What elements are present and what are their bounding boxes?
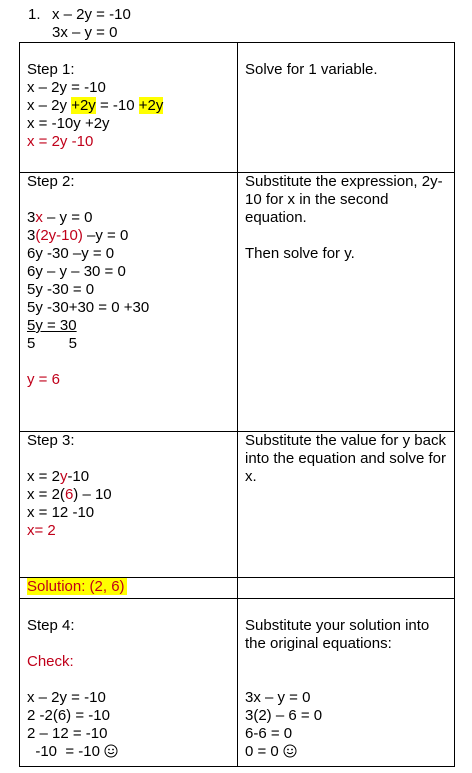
- step2-line1: [27, 209, 231, 227]
- step4-work: [20, 599, 238, 767]
- step2-line6: 5y -30+30 = 0 +30: [27, 299, 150, 316]
- step1-line2: [27, 97, 231, 115]
- step1-work: [20, 43, 238, 173]
- step3-title: Step 3:: [27, 432, 75, 449]
- problem-eq1: [28, 6, 131, 24]
- solution-cell: [20, 578, 238, 599]
- step2-title: Step 2:: [27, 173, 75, 190]
- step3-work: [20, 432, 238, 578]
- smiley-face-icon: [104, 744, 118, 758]
- step1-title: Step 1:: [27, 61, 75, 78]
- step4-right1: 3x – y = 0: [245, 689, 311, 706]
- solution-label: Solution: (2, 6): [27, 578, 125, 595]
- step2-l2-part: –y = 0: [82, 227, 129, 244]
- step4-title: Step 4:: [27, 617, 75, 634]
- solution-table: [19, 42, 455, 767]
- step3-l2-part: ) – 10: [73, 486, 112, 503]
- problem-number: 1.: [28, 6, 41, 23]
- problem-header: [28, 6, 131, 42]
- equation-1: x – 2y = -10: [52, 6, 131, 23]
- step4-row: [20, 599, 455, 767]
- step3-line3: x = 12 -10: [27, 504, 95, 521]
- step2-result: y = 6: [27, 371, 60, 388]
- step4-left3: 2 – 12 = -10: [27, 725, 108, 742]
- step3-line2: [27, 486, 231, 504]
- step1-line3: x = -10y +2y: [27, 115, 110, 132]
- step1-note-cell: [238, 43, 455, 173]
- step1-note: Solve for 1 variable.: [245, 61, 378, 78]
- step2-fraction-bottom: 5 5: [27, 335, 78, 352]
- step2-note2: Then solve for y.: [245, 245, 355, 262]
- step2-line5: 5y -30 = 0: [27, 281, 95, 298]
- step1-line1: x – 2y = -10: [27, 79, 106, 96]
- step2-work: [20, 173, 238, 432]
- step2-l2-expr: (2y-10): [35, 227, 83, 244]
- step2-line2: [27, 227, 231, 245]
- step4-left4: [27, 743, 231, 761]
- step3-note: Substitute the value for y back into the equation and solve for x.: [245, 432, 446, 485]
- step1-line2-part: x – 2y: [27, 97, 72, 114]
- step3-l2-part: x = 2(: [27, 486, 65, 503]
- step3-row: [20, 432, 455, 578]
- step2-l1-var: x: [35, 209, 43, 226]
- step1-row: [20, 43, 455, 173]
- step4-left2: 2 -2(6) = -10: [27, 707, 110, 724]
- step1-highlight-left: +2y: [71, 97, 96, 114]
- step3-l1-part: -10: [67, 468, 90, 485]
- step4-check: Check:: [27, 653, 74, 670]
- step3-result: x= 2: [27, 522, 56, 539]
- step2-fraction-top: 5y = 30: [27, 317, 77, 334]
- step3-note-cell: [238, 432, 455, 578]
- step4-right3: 6-6 = 0: [245, 725, 293, 742]
- step2-l1-part: 3: [27, 209, 36, 226]
- step1-result: x = 2y -10: [27, 133, 94, 150]
- step4-note-cell: [238, 599, 455, 767]
- step2-line4: 6y – y – 30 = 0: [27, 263, 126, 280]
- step3-l1-part: x = 2: [27, 468, 60, 485]
- step2-row: [20, 173, 455, 432]
- step4-right4-text: 0 = 0: [245, 743, 283, 760]
- step3-l1-var: y: [59, 468, 68, 485]
- step4-left4-text: -10 = -10: [27, 743, 105, 760]
- step2-line3: 6y -30 –y = 0: [27, 245, 115, 262]
- step2-l2-part: 3: [27, 227, 36, 244]
- step4-left1: x – 2y = -10: [27, 689, 106, 706]
- step2-l1-part: – y = 0: [42, 209, 93, 226]
- step4-right4: [245, 743, 448, 761]
- step4-right2: 3(2) – 6 = 0: [245, 707, 323, 724]
- step3-line1: [27, 468, 231, 486]
- step3-l2-value: 6: [64, 486, 74, 503]
- solution-row: [20, 578, 455, 599]
- step1-line2-part: = -10: [95, 97, 139, 114]
- smiley-face-icon: [283, 744, 297, 758]
- problem-eq2: 3x – y = 0: [52, 24, 118, 41]
- step2-note1: Substitute the expression, 2y-10 for x in the second equation.: [245, 173, 443, 226]
- step1-highlight-right: +2y: [138, 97, 164, 114]
- solution-empty-cell: [238, 578, 455, 599]
- step2-note-cell: [238, 173, 455, 432]
- step4-note: Substitute your solution into the original equations:: [245, 617, 430, 652]
